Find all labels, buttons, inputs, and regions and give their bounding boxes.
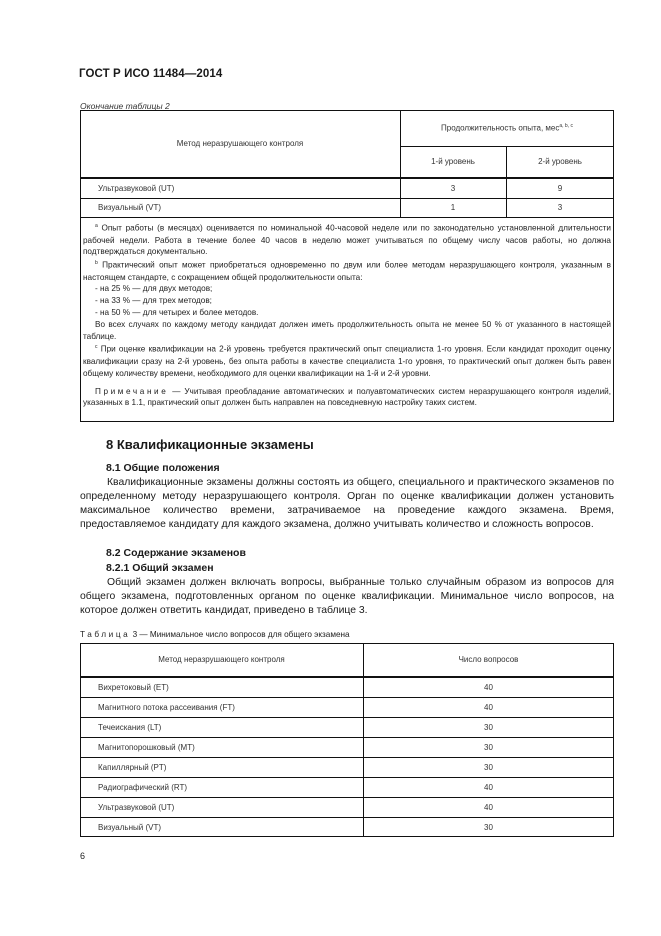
table2-row-method <box>80 198 400 217</box>
value-cell: 3 <box>450 184 456 193</box>
count-cell: 40 <box>484 802 493 812</box>
count-cell: 40 <box>484 702 493 712</box>
table2-remark <box>83 386 611 410</box>
count-cell: 30 <box>484 722 493 732</box>
table3-caption <box>80 630 350 639</box>
table3-row-count <box>363 677 614 697</box>
table2-row-level2 <box>506 198 614 217</box>
method-cell: Ультразвуковой (UT) <box>98 184 175 193</box>
method-cell: Магнитного потока рассеивания (FT) <box>98 702 235 712</box>
duration-footnote-marks: a, b, c <box>559 123 573 130</box>
footnote-a <box>83 221 611 258</box>
table3-row-method <box>80 697 363 717</box>
table3-row-method <box>80 757 363 777</box>
table3-row-method <box>80 777 363 797</box>
table2-row-method <box>80 179 400 198</box>
table2-header-method-text: Метод неразрушающего контроля <box>176 139 304 148</box>
table3-row-method <box>80 817 363 837</box>
table2-row-level1 <box>400 179 506 198</box>
duration-label: Продолжительность опыта, мес <box>441 123 560 133</box>
footnote-mark: c <box>95 344 98 351</box>
method-cell: Капиллярный (PT) <box>98 762 167 772</box>
footnote-b <box>83 258 611 283</box>
footnote-c <box>83 342 611 379</box>
method-cell: Ультразвуковой (UT) <box>98 802 175 812</box>
page-number: 6 <box>80 851 86 861</box>
value-cell: 1 <box>450 203 456 212</box>
table3-row-method <box>80 677 363 697</box>
footnote-text: При оценке квалификации на 2-й уровень требуется практический опыт специалиста 1-го уровня. Если кандидат проходит оценку квалификации сразу на 2-й уровень, без опыта работы в качестве специалиста 1-го уровня, то практический опыт должен быть равен общему количеству времени, необходимого для оценки квалификации на 1-й и 2-й уровни. <box>83 345 611 378</box>
table3-row-method <box>80 717 363 737</box>
remark-label: Примечание <box>95 386 169 396</box>
table2-row-level2 <box>506 179 614 198</box>
footnote-text: Опыт работы (в месяцах) оценивается по номинальной 40-часовой неделе или по законодательно установленной длительности рабочей недели. Работа в течение более 40 часов в неделю может учитываться по общему числу часов работы, но должна подтверждаться документально. <box>83 223 611 257</box>
table3-row-count <box>363 717 614 737</box>
section-8-1-title: 8.1 Общие положения <box>106 462 220 474</box>
table2-header-method <box>80 110 400 177</box>
footnote-text: Практический опыт может приобретаться одновременно по двум или более методам неразрушающего контроля, указанным в настоящем стандарте, с сокращением общей продолжительности опыта: <box>83 260 611 282</box>
table2-divider <box>80 217 614 218</box>
table3-row-method <box>80 797 363 817</box>
method-header-text: Метод неразрушающего контроля <box>158 655 285 664</box>
footnote-b-list-item: - на 25 % — для двух методов; <box>95 284 213 294</box>
section-8-title: 8 Квалификационные экзамены <box>106 437 314 452</box>
table3-caption-text: 3 — Минимальное число вопросов для общего экзамена <box>130 630 350 639</box>
method-cell: Радиографический (RT) <box>98 782 188 792</box>
table2-header-duration-text <box>441 123 573 133</box>
footnote-b-list-item: - на 50 % — для четырех и более методов. <box>95 308 259 318</box>
section-8-2-1-title: 8.2.1 Общий экзамен <box>106 562 214 574</box>
table3-caption-label: Таблица <box>80 630 131 639</box>
table2-notes <box>83 221 611 409</box>
table2-row-level1 <box>400 198 506 217</box>
table3-row-count <box>363 757 614 777</box>
section-8-2-title: 8.2 Содержание экзаменов <box>106 547 246 559</box>
method-cell: Вихретоковый (ET) <box>98 682 169 692</box>
table3-header-count <box>363 643 614 676</box>
remark-text: — Учитывая преобладание автоматических и полуавтоматических систем неразрушающего контроля изделий, указанных в 1.1, практический опыт должен быть направлен на повседневную настройку таких систем. <box>83 386 611 408</box>
footnote-b-tail: Во всех случаях по каждому методу кандидат должен иметь продолжительность опыта не менее 50 % от указанного в настоящей таблице. <box>83 319 611 341</box>
footnote-mark: b <box>95 260 98 267</box>
table2-caption: Окончание таблицы 2 <box>80 101 170 111</box>
section-8-1-text: Квалификационные экзамены должны состоять из общего, специального и практического экзаменов по определенному методу неразрушающего контроля. Орган по оценке квалификации должен установить максимальное количество времени, затрачиваемое на проведение каждого экзамена. Время, предоставляемое кандидату для каждого экзамена, должно учитывать количество и сложность вопросов. <box>80 477 614 530</box>
count-cell: 40 <box>484 782 493 792</box>
value-cell: 3 <box>557 203 563 212</box>
footnote-mark: a <box>95 223 98 229</box>
level2-label: 2-й уровень <box>538 157 582 166</box>
count-header-text: Число вопросов <box>458 655 519 664</box>
count-cell: 30 <box>484 762 493 772</box>
method-cell: Визуальный (VT) <box>98 203 161 212</box>
table3-row-count <box>363 777 614 797</box>
count-cell: 30 <box>484 822 493 832</box>
table2-header-duration <box>400 110 614 146</box>
table3-header-method <box>80 643 363 676</box>
table3-row-count <box>363 817 614 837</box>
count-cell: 30 <box>484 742 493 752</box>
method-cell: Магнитопорошковый (MT) <box>98 742 195 752</box>
level1-label: 1-й уровень <box>431 157 475 166</box>
method-cell: Визуальный (VT) <box>98 822 161 832</box>
section-8-2-1-text: Общий экзамен должен включать вопросы, выбранные только случайным образом из вопросов для общего экзамена, подготовленных органом по оценке квалификации. Минимальное число вопросов, на которое должен ответить кандидат, приведено в таблице 3. <box>80 577 614 616</box>
footnote-b-list-item: - на 33 % — для трех методов; <box>95 296 212 306</box>
value-cell: 9 <box>557 184 563 193</box>
count-cell: 40 <box>484 682 493 692</box>
table2-header-level1 <box>400 146 506 177</box>
method-cell: Течеискания (LT) <box>98 722 162 732</box>
table3-row-method <box>80 737 363 757</box>
document-header: ГОСТ Р ИСО 11484—2014 <box>79 68 223 80</box>
table3-row-count <box>363 697 614 717</box>
table3-row-count <box>363 737 614 757</box>
table3-row-count <box>363 797 614 817</box>
table2-header-level2 <box>506 146 614 177</box>
